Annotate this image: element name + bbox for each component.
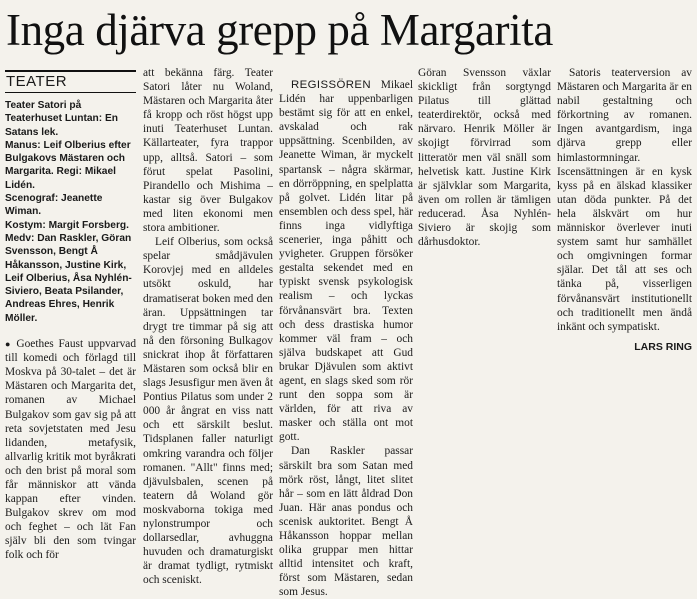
body-paragraph: att bekänna färg. Teater Satori låter nu Woland, Mästaren och Margarita åter få kropp och röst högst upp inuti Teaterhuset Luntan. Källarteater, fyra trappor upp, alltså. Satori – som förut spelat Pasolini, Pirandello och Mishima – kastar sig över Bulgakov med liten ekonomi men stora ambitioner.: [143, 67, 273, 235]
column-1: [5, 66, 136, 563]
paragraph-text: Mikael Lidén har uppenbarligen bestämt sig för att en enkel, avskalad och rak uppsättning. Scenbilden, av Jeanette Wiman, är myckelt spartansk – några skärmar, en dörröppning, en spelplatta på golvet. Lidén litar på ensemblen och dess spel, här finns inga vidlyftiga scenerier, inga påhitt och yvigheter. Gruppen försöker gestalta sekendet med en typiskt svensk psykologisk realism – och lyckas förvånansvärt bra. Texten och dess drastiska humor kommer väl fram – och själva budskapet att Gud brukar Djävulen som aktivt agent, en slags sked som rör runt den soppa som är världen, för att riva av masker och ställa ont mot gott.: [279, 79, 413, 444]
section-label: TEATER: [5, 70, 136, 93]
column-4: [418, 66, 551, 249]
paragraph-text: Dan Raskler passar särskilt bra som Satan med mörk röst, långt, litet slitet hår – som en lätt åldrad Don Juan. Här anas pondus och scenisk auktoritet. Bengt Å Håkansson hoppar mellan olika gruppar men hittar alltid intensitet och kraft, först som Mästaren, sedan som Jesus.: [279, 445, 413, 599]
intro-text: Goethes Faust uppvarvad till komedi och förlagd till Moskva på 30-talet – det är Mästaren och Margarita det, romanen av Michael Bulgakov som gav sig på att reta sovjetstaten med Jesu lidanden, metafysik, allvarlig kritik mot byråkrati och den brist på moral som får människor att vända kappan efter vinden. Bulgakov skrev om mod och feghet – och lät Fan själv bli den som tvingar folk och för: [5, 338, 136, 562]
body-paragraph: [279, 444, 413, 599]
production-credits: Teater Satori på Teaterhuset Luntan: En Satans lek. Manus: Leif Olberius efter Bulgakovs Mästaren och Margarita. Regi: Mikael Lidén. Scenograf: Jeanette Wiman. Kostym: Margit Forsberg. Medv: Dan Raskler, Göran Svensson, Bengt Å Håkansson, Justine Kirk, Leif Olberius, Åsa Nyhlén-Siviero, Beata Psilander, Andreas Ehres, Henrik Möller.: [5, 100, 132, 324]
byline: LARS RING: [634, 340, 692, 353]
body-paragraph: Göran Svensson växlar skickligt från sorgtyngd Pilatus till glättad teaterdirektör, också med närvaro. Henrik Möller är skojigt förvirrad som litteratör men väl snäll som helvetisk katt. Justine Kirk är självklar som Margarita, även om rollen är tämligen reducerad. Åsa Nyhlén-Siviero är skojig som dårhusdoktor.: [418, 67, 551, 249]
column-5: [557, 66, 692, 354]
body-paragraph: Leif Olberius, som också spelar smådjävulen Korovjej med en alldeles utsökt oskuld, har dramatiserat boken med den äran. Uppsättningen tar drygt tre timmar på sig att nå den försoning Bulkagov snickrat ihop åt författaren Mästaren som också blir en slags Jesusfigur men även åt Pontius Pilatus som under 2 000 år ångrat en viss natt och ett särskilt beslut. Tidsplanen faller naturligt omkring varandra och följer romanen. "Allt" finns med; djävulsbalen, scenen på teatern då Woland gör moskvaborna tokiga med nylonstrumpor och dollarsedlar, avhuggna huvuden och dramaturgiskt är dramat tydligt, rytmiskt och sceniskt.: [143, 236, 273, 587]
paragraph-lead-in: REGISSÖREN: [291, 79, 371, 91]
body-paragraph: [279, 78, 413, 444]
column-2: [143, 66, 273, 587]
headline: Inga djärva grepp på Margarita: [6, 5, 553, 55]
column-3: [279, 66, 413, 599]
body-paragraph: Satoris teaterversion av Mästaren och Margarita är en nabil gestaltning och förkortning av romanen. Ingen avantgardism, inga djärva grepp eller himlastormningar. Iscensättningen är en kysk kyss på en älskad klassiker utan döda punkter. På det hela älskvärt om hur människor överlever inuti system samt hur samhället och omgivningen formar själar. Det tål att ses och tänka på, visserligen förvånansvärt institutionellt och traditionellt men ändå inkänt och sympatiskt.: [557, 67, 692, 333]
intro-paragraph: [5, 337, 136, 563]
